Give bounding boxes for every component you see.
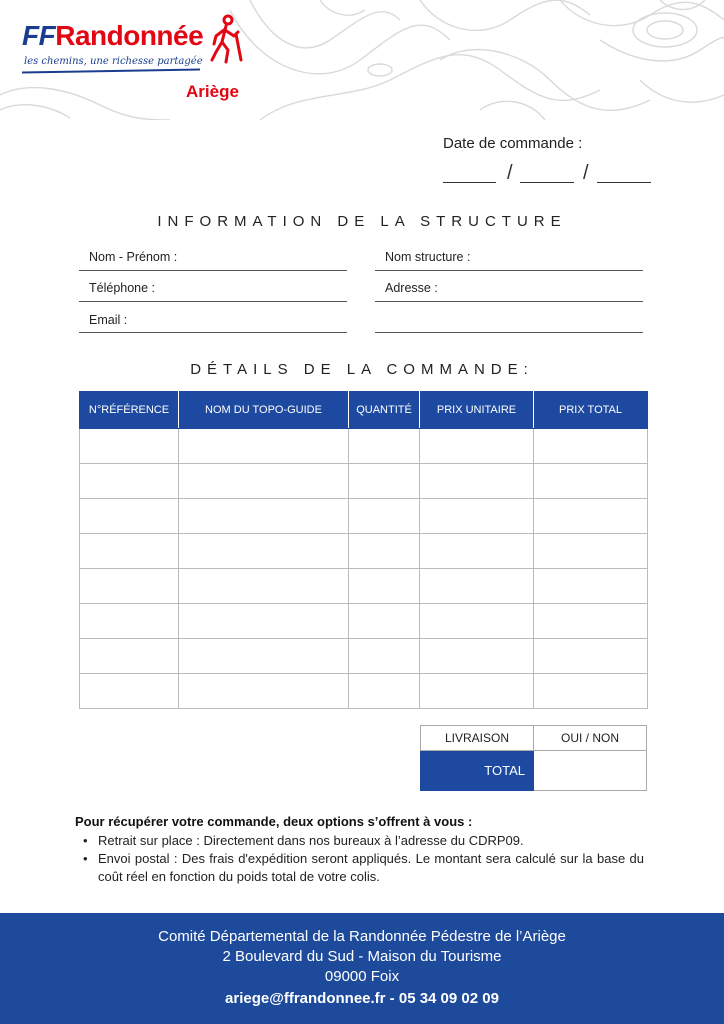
adresse-field[interactable]: [375, 301, 643, 302]
date-year-field[interactable]: [597, 182, 651, 183]
logo-underline: [22, 68, 200, 73]
prix-unitaire-cell[interactable]: [420, 639, 534, 674]
nom-structure-label: Nom structure :: [385, 250, 471, 264]
topo-guide-cell[interactable]: [179, 464, 349, 499]
logo-wordmark: [22, 20, 203, 52]
table-row: [80, 429, 648, 464]
option-text: Envoi postal : Des frais d'expédition seront appliqués. Le montant sera calculé sur la base du coût réel en fonction du poids total de votre colis.: [98, 851, 644, 884]
bullet-icon: •: [83, 833, 88, 848]
topo-guide-cell[interactable]: [179, 499, 349, 534]
quantite-cell[interactable]: [349, 604, 420, 639]
reference-cell[interactable]: [80, 429, 179, 464]
prix-total-cell[interactable]: [534, 569, 648, 604]
prix-unitaire-cell[interactable]: [420, 464, 534, 499]
column-header-prix-total: PRIX TOTAL: [534, 392, 648, 429]
footer-contact[interactable]: ariege@ffrandonnee.fr - 05 34 09 02 09: [225, 990, 499, 1007]
order-date-label: Date de commande :: [443, 135, 583, 152]
logo-tagline: les chemins, une richesse partagée: [24, 56, 203, 67]
table-row: [80, 464, 648, 499]
bullet-icon: •: [83, 851, 88, 866]
option-retrait-sur-place: [83, 832, 644, 850]
order-table-header: [80, 392, 648, 429]
table-row: [80, 499, 648, 534]
total-label: TOTAL: [421, 751, 534, 791]
total-amount-field[interactable]: [534, 751, 647, 791]
prix-total-cell[interactable]: [534, 604, 648, 639]
hiker-icon: [208, 14, 244, 66]
nom-structure-field[interactable]: [375, 270, 643, 271]
order-section-title: DÉTAILS DE LA COMMANDE:: [190, 361, 534, 378]
prix-unitaire-cell[interactable]: [420, 674, 534, 709]
retrieval-options-list: [83, 832, 644, 886]
reference-cell[interactable]: [80, 499, 179, 534]
ffrandonnee-logo: [22, 14, 252, 114]
date-month-field[interactable]: [520, 182, 574, 183]
table-row: [80, 534, 648, 569]
table-row: [80, 674, 648, 709]
quantite-cell[interactable]: [349, 429, 420, 464]
prix-total-cell[interactable]: [534, 499, 648, 534]
quantite-cell[interactable]: [349, 639, 420, 674]
column-header-topo-guide: NOM DU TOPO-GUIDE: [179, 392, 349, 429]
reference-cell[interactable]: [80, 674, 179, 709]
topo-guide-cell[interactable]: [179, 674, 349, 709]
nom-prenom-field[interactable]: [79, 270, 347, 271]
retrieval-options-heading: Pour récupérer votre commande, deux options s’offrent à vous :: [75, 814, 473, 829]
quantite-cell[interactable]: [349, 534, 420, 569]
email-label: Email :: [89, 313, 128, 327]
date-separator: /: [583, 162, 589, 184]
order-table: [79, 391, 648, 709]
telephone-field[interactable]: [79, 301, 347, 302]
telephone-label: Téléphone :: [89, 281, 156, 295]
reference-cell[interactable]: [80, 604, 179, 639]
topo-guide-cell[interactable]: [179, 569, 349, 604]
footer-address: 2 Boulevard du Sud - Maison du Tourisme: [222, 948, 502, 965]
quantite-cell[interactable]: [349, 569, 420, 604]
logo-ff: FF: [22, 20, 56, 51]
prix-unitaire-cell[interactable]: [420, 429, 534, 464]
quantite-cell[interactable]: [349, 499, 420, 534]
adresse-field-line-2[interactable]: [375, 332, 643, 333]
prix-total-cell[interactable]: [534, 464, 648, 499]
column-header-reference: N°RÉFÉRENCE: [80, 392, 179, 429]
adresse-label: Adresse :: [385, 281, 438, 295]
topo-guide-cell[interactable]: [179, 429, 349, 464]
reference-cell[interactable]: [80, 534, 179, 569]
logo-brand: Randonnée: [55, 20, 204, 51]
topo-guide-cell[interactable]: [179, 604, 349, 639]
prix-total-cell[interactable]: [534, 639, 648, 674]
livraison-label: LIVRAISON: [421, 726, 534, 751]
date-day-field[interactable]: [443, 182, 496, 183]
column-header-prix-unitaire: PRIX UNITAIRE: [420, 392, 534, 429]
totals-table: [420, 725, 647, 791]
prix-total-cell[interactable]: [534, 429, 648, 464]
prix-total-cell[interactable]: [534, 674, 648, 709]
table-row: [80, 604, 648, 639]
topo-guide-cell[interactable]: [179, 639, 349, 674]
prix-unitaire-cell[interactable]: [420, 534, 534, 569]
reference-cell[interactable]: [80, 639, 179, 674]
prix-unitaire-cell[interactable]: [420, 604, 534, 639]
email-field[interactable]: [79, 332, 347, 333]
structure-section-title: INFORMATION DE LA STRUCTURE: [157, 213, 567, 230]
column-header-quantite: QUANTITÉ: [349, 392, 420, 429]
footer: [0, 913, 724, 1024]
nom-prenom-label: Nom - Prénom :: [89, 250, 178, 264]
prix-unitaire-cell[interactable]: [420, 569, 534, 604]
table-row: [80, 639, 648, 674]
reference-cell[interactable]: [80, 569, 179, 604]
table-row: [80, 569, 648, 604]
footer-city: 09000 Foix: [324, 968, 400, 985]
prix-total-cell[interactable]: [534, 534, 648, 569]
quantite-cell[interactable]: [349, 674, 420, 709]
prix-unitaire-cell[interactable]: [420, 499, 534, 534]
logo-region: Ariège: [186, 82, 239, 101]
topo-guide-cell[interactable]: [179, 534, 349, 569]
option-envoi-postal: [83, 850, 644, 886]
date-separator: /: [507, 162, 513, 184]
quantite-cell[interactable]: [349, 464, 420, 499]
option-text: Retrait sur place : Directement dans nos bureaux à l’adresse du CDRP09.: [98, 833, 524, 848]
footer-organization: Comité Départemental de la Randonnée Pédestre de l’Ariège: [158, 928, 566, 945]
reference-cell[interactable]: [80, 464, 179, 499]
livraison-oui-non-field[interactable]: OUI / NON: [534, 726, 647, 751]
